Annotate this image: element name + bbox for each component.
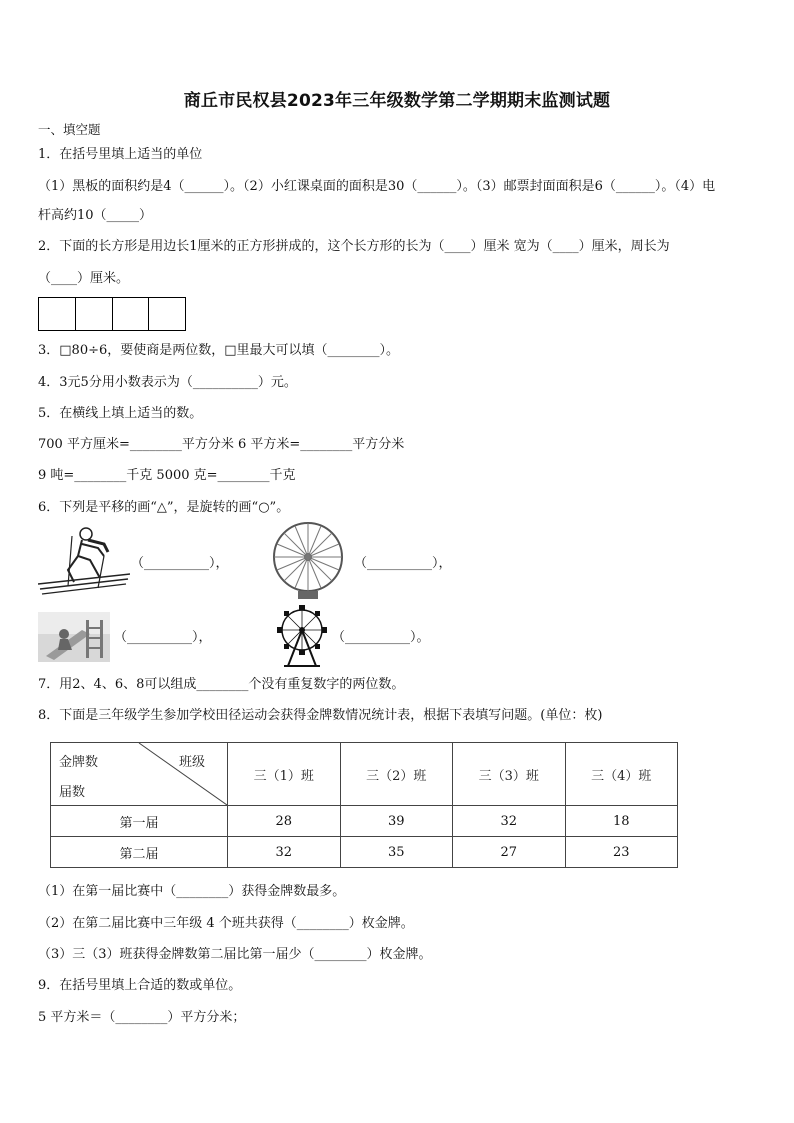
question-1-line-2: 杆高约10（_____） [38, 208, 153, 223]
rectangle-of-squares [38, 297, 186, 331]
section-heading: 一、填空题 [38, 122, 101, 137]
table-cell: 28 [228, 806, 341, 837]
question-8-sub-3: （3）三（3）班获得金牌数第二届比第一届少（________）枚金牌。 [38, 947, 432, 962]
question-5-row-2: 9 吨=________千克 5000 克=________千克 [38, 468, 296, 483]
question-6-stem: 6．下列是平移的画“△”，是旋转的画“○”。 [38, 500, 290, 515]
question-7: 7．用2、4、6、8可以组成________个没有重复数字的两位数。 [38, 677, 405, 692]
question-9-line-1: 5 平方米＝（________）平方分米； [38, 1010, 246, 1025]
question-1-stem: 1．在括号里填上适当的单位 [38, 147, 203, 162]
page-title: 商丘市民权县2023年三年级数学第二学期期末监测试题 [183, 91, 611, 111]
blank-fan: （__________）， [354, 556, 452, 571]
unit-square [76, 298, 113, 330]
question-5-row-1: 700 平方厘米=________平方分米 6 平方米=________平方分米 [38, 437, 405, 452]
blank-ferris-wheel: （__________）。 [332, 630, 430, 645]
unit-square [113, 298, 150, 330]
column-header: 三（3）班 [453, 743, 566, 806]
row-label: 第一届 [51, 806, 228, 837]
unit-square [149, 298, 185, 330]
header-class: 班级 [178, 755, 205, 770]
table-cell: 18 [565, 806, 678, 837]
ferris-wheel-image [276, 604, 328, 668]
question-2-line-1: 2．下面的长方形是用边长1厘米的正方形拼成的，这个长方形的长为（____）厘米 宽为（____）厘米，周长为 [38, 239, 670, 254]
column-header: 三（1）班 [228, 743, 341, 806]
table-row [51, 806, 678, 837]
table-header-row [51, 743, 678, 806]
row-label: 第二届 [51, 837, 228, 868]
blank-skier: （__________）， [131, 556, 229, 571]
table-cell: 35 [340, 837, 453, 868]
question-2-line-2: （____）厘米。 [38, 271, 130, 286]
table-cell: 27 [453, 837, 566, 868]
blank-slide: （__________）， [114, 630, 212, 645]
unit-square [39, 298, 76, 330]
table-cell: 32 [228, 837, 341, 868]
table-cell: 39 [340, 806, 453, 837]
header-medals: 金牌数 [59, 755, 99, 770]
question-5-stem: 5．在横线上填上适当的数。 [38, 406, 203, 421]
question-8-sub-2: （2）在第二届比赛中三年级 4 个班共获得（________）枚金牌。 [38, 916, 414, 931]
skier-image [38, 526, 130, 596]
table-row [51, 837, 678, 868]
medal-table [50, 742, 678, 868]
slide-image [38, 612, 110, 662]
diagonal-header-cell [51, 743, 228, 806]
table-cell: 23 [565, 837, 678, 868]
column-header: 三（2）班 [340, 743, 453, 806]
question-1-line-1: （1）黑板的面积约是4（______）。（2）小红课桌面的面积是30（______）。（3）邮票封面面积是6（______）。（4）电 [38, 179, 716, 194]
table-cell: 32 [453, 806, 566, 837]
question-9-stem: 9．在括号里填上合适的数或单位。 [38, 978, 242, 993]
fan-image [268, 521, 348, 601]
column-header: 三（4）班 [565, 743, 678, 806]
question-4: 4．3元5分用小数表示为（__________）元。 [38, 375, 297, 390]
header-session: 届数 [59, 785, 86, 800]
question-8-stem: 8．下面是三年级学生参加学校田径运动会获得金牌数情况统计表，根据下表填写问题。(单位：枚) [38, 708, 603, 723]
question-8-sub-1: （1）在第一届比赛中（________）获得金牌数最多。 [38, 884, 346, 899]
question-3: 3．□80÷6，要使商是两位数，□里最大可以填（________）。 [38, 343, 400, 358]
